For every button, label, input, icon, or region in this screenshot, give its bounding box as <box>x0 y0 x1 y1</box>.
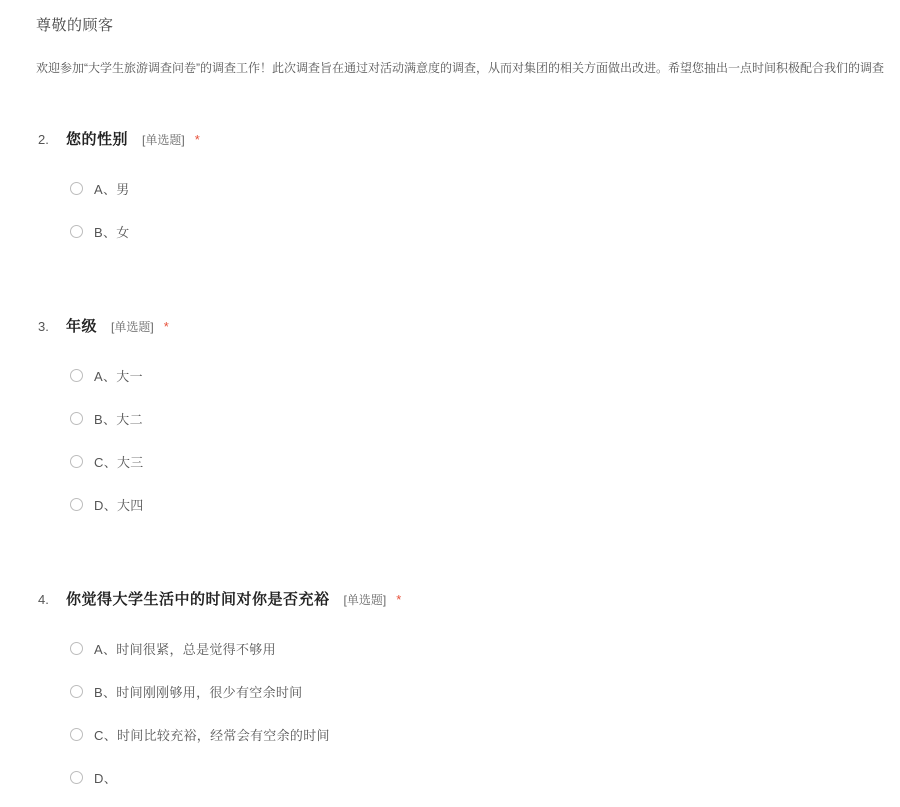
question-type-label: [单选题] <box>142 133 185 147</box>
option-item[interactable] <box>0 362 900 388</box>
option-item[interactable] <box>0 678 900 704</box>
radio-icon[interactable] <box>70 182 83 195</box>
question-number: 3. <box>38 319 49 334</box>
radio-icon[interactable] <box>70 685 83 698</box>
required-asterisk: * <box>194 132 200 147</box>
survey-intro-text: 欢迎参加“大学生旅游调查问卷”的调查工作！此次调查旨在通过对活动满意度的调查，从而对集团的相关方面做出改进。希望您抽出一点时间积极配合我们的调查 <box>36 61 884 75</box>
option-label: D、大四 <box>94 497 144 513</box>
option-label: B、时间刚刚够用，很少有空余时间 <box>94 684 303 700</box>
option-label: B、女 <box>94 224 130 240</box>
question-type-label: [单选题] <box>343 593 387 607</box>
radio-icon[interactable] <box>70 498 83 511</box>
required-asterisk: * <box>396 592 402 607</box>
question-title: 您的性别 <box>66 131 129 148</box>
question-header <box>0 128 900 149</box>
radio-icon[interactable] <box>70 728 83 741</box>
option-label: A、男 <box>94 181 130 197</box>
option-item[interactable] <box>0 405 900 431</box>
question-header <box>0 315 900 336</box>
radio-icon[interactable] <box>70 412 83 425</box>
radio-icon[interactable] <box>70 225 83 238</box>
option-label: A、大一 <box>94 368 143 384</box>
options-list <box>0 635 900 790</box>
option-item[interactable] <box>0 635 900 661</box>
option-label: D、 <box>94 770 117 786</box>
radio-icon[interactable] <box>70 455 83 468</box>
options-list <box>0 362 900 517</box>
required-asterisk: * <box>163 319 169 334</box>
option-item[interactable] <box>0 764 900 790</box>
question-header <box>0 588 900 609</box>
radio-icon[interactable] <box>70 771 83 784</box>
page-title: 尊敬的顾客 <box>36 17 114 34</box>
question-grade <box>0 315 900 534</box>
option-label: C、时间比较充裕，经常会有空余的时间 <box>94 727 330 743</box>
radio-icon[interactable] <box>70 642 83 655</box>
question-title: 年级 <box>66 318 98 335</box>
option-item[interactable] <box>0 218 900 244</box>
question-number: 4. <box>38 592 49 607</box>
question-time <box>0 588 900 807</box>
radio-icon[interactable] <box>70 369 83 382</box>
option-item[interactable] <box>0 721 900 747</box>
option-item[interactable] <box>0 448 900 474</box>
question-title: 你觉得大学生活中的时间对你是否充裕 <box>66 591 330 608</box>
options-list <box>0 175 900 244</box>
option-label: A、时间很紧，总是觉得不够用 <box>94 641 276 657</box>
option-item[interactable] <box>0 491 900 517</box>
option-item[interactable] <box>0 175 900 201</box>
question-type-label: [单选题] <box>111 320 154 334</box>
option-label: C、大三 <box>94 454 144 470</box>
question-gender <box>0 128 900 261</box>
option-label: B、大二 <box>94 411 143 427</box>
question-number: 2. <box>38 132 49 147</box>
